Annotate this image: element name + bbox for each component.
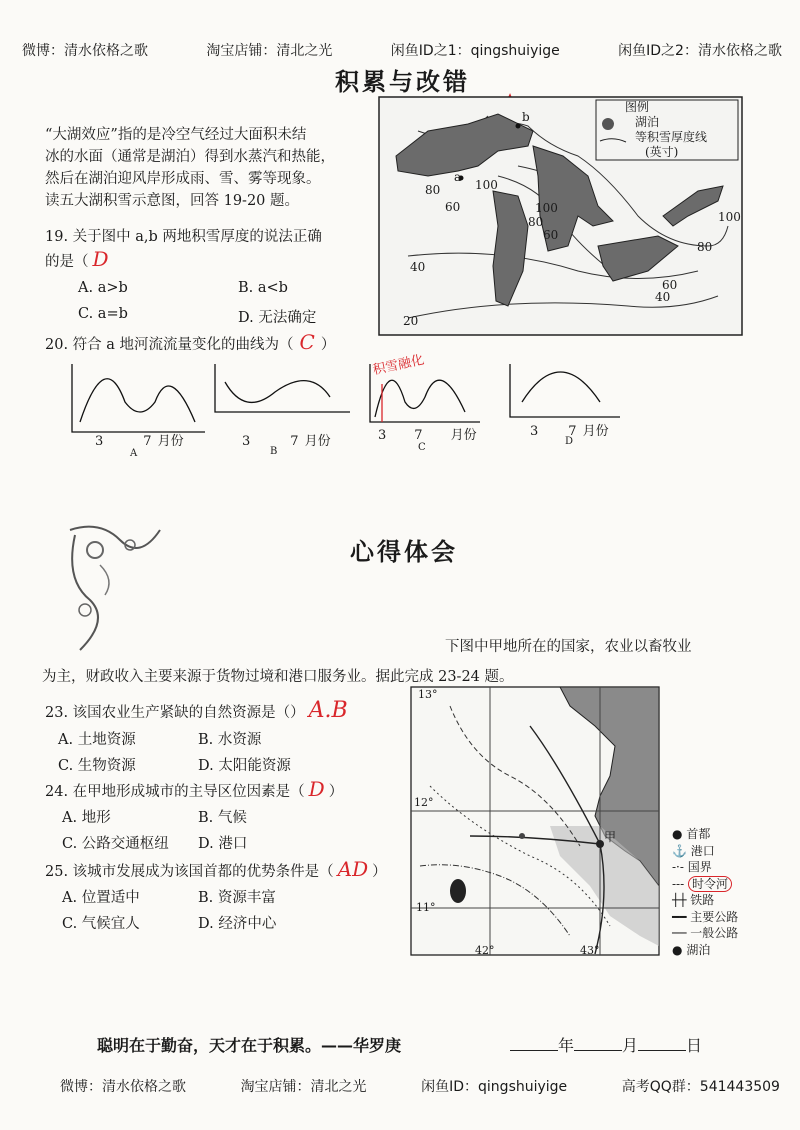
option-24-c: C. 公路交通枢纽 — [62, 836, 169, 852]
curve-b-label: B — [270, 446, 278, 457]
tick: 3 — [378, 428, 387, 443]
legend-railway: ┼┼ 铁路 — [672, 893, 715, 907]
lat-11: 11° — [416, 901, 436, 914]
contour-label: 100 — [475, 178, 498, 192]
legend-seasonal-river: --- 时令河 — [672, 876, 738, 893]
contour-label: 60 — [445, 200, 461, 214]
contour-label: 60 — [543, 228, 559, 242]
intro-line: 冰的水面（通常是湖泊）得到水蒸汽和热能， — [45, 149, 335, 165]
curve-d — [510, 364, 620, 417]
lon-43: 43° — [580, 944, 600, 957]
tick: 3 — [95, 434, 104, 449]
section2-title: 心得体会 — [350, 538, 458, 566]
tick-unit: 月份 — [157, 434, 184, 449]
option-23-b: B. 水资源 — [198, 732, 262, 748]
curve-a-label: A — [130, 448, 138, 459]
question-24-text: 24. 在甲地形成城市的主导区位因素是（ — [45, 784, 305, 800]
option-25-c: C. 气候宜人 — [62, 916, 140, 932]
tick-unit: 月份 — [304, 434, 331, 449]
map1-legend-isoline: 等积雪厚度线 — [635, 130, 708, 144]
lat-12: 12° — [414, 796, 434, 809]
option-24-d: D. 港口 — [198, 836, 248, 852]
legend-capital: ● 首都 — [672, 827, 711, 841]
footer-qq: 高考QQ群：541443509 — [621, 1079, 780, 1095]
footer-weibo: 微博：清水依格之歌 — [60, 1079, 186, 1095]
option-24-b: B. 气候 — [198, 810, 247, 826]
lat-13: 13° — [418, 688, 438, 701]
section2-intro-2: 为主，财政收入主要来源于货物过境和港口服务业。据此完成 23-24 题。 — [42, 669, 514, 685]
page-footer — [60, 1076, 780, 1096]
curve-b — [215, 364, 350, 412]
header-taobao: 淘宝店铺：清北之光 — [206, 43, 333, 59]
page-header — [22, 40, 782, 60]
question-23 — [45, 700, 348, 724]
option-25-b: B. 资源丰富 — [198, 890, 276, 906]
curve-b-ticks — [242, 430, 331, 449]
legend-road: ── 一般公路 — [672, 926, 739, 940]
option-25-a: A. 位置适中 — [62, 890, 140, 906]
tick: 7 — [568, 424, 577, 439]
tick: 7 — [414, 428, 423, 443]
option-19-a: A. a>b — [78, 280, 128, 296]
tick: 3 — [242, 434, 251, 449]
question-19-text: 19. 关于图中 a,b 两地积雪厚度的说法正确 — [45, 229, 322, 245]
option-23-d: D. 太阳能资源 — [198, 758, 291, 774]
legend-main-road: ━━ 主要公路 — [672, 909, 739, 924]
contour-label: 20 — [403, 314, 419, 328]
header-xianyu-1: 闲鱼ID之1：qingshuiyige — [390, 43, 560, 59]
intro-line: 读五大湖积雪示意图，回答 19-20 题。 — [45, 193, 300, 209]
tick-unit: 月份 — [582, 424, 609, 439]
question-23-close: ） — [290, 705, 305, 721]
map1-legend — [625, 100, 707, 160]
option-23-a: A. 土地资源 — [58, 732, 136, 748]
question-20 — [45, 331, 335, 356]
map1-legend-unit: (英寸) — [645, 145, 679, 159]
date-month: 月 — [622, 1036, 639, 1055]
date-year: 年 — [558, 1036, 575, 1055]
question-19 — [45, 226, 322, 273]
contour-label: 60 — [662, 278, 678, 292]
curve-d-label: D — [565, 436, 574, 447]
option-25-d: D. 经济中心 — [198, 916, 277, 932]
city-jia: 甲 — [604, 830, 617, 844]
header-xianyu-2: 闲鱼ID之2：清水依格之歌 — [618, 43, 782, 59]
contour-label: 40 — [655, 290, 671, 304]
contour-label: 80 — [528, 215, 544, 229]
footer-xianyu: 闲鱼ID：qingshuiyige — [421, 1079, 568, 1095]
section1-title: 积累与改错 — [335, 68, 470, 96]
decorative-ornament-icon — [60, 520, 170, 660]
map2-legend — [672, 826, 738, 958]
footer-taobao: 淘宝店铺：清北之光 — [240, 1079, 367, 1095]
option-24-a: A. 地形 — [62, 810, 111, 826]
question-23-text: 23. 该国农业生产紧缺的自然资源是（ — [45, 705, 291, 721]
curve-c-ticks — [378, 424, 477, 443]
option-19-b: B. a<b — [238, 280, 288, 296]
question-24-close: ） — [328, 784, 344, 800]
question-20-text: 20. 符合 a 地河流流量变化的曲线为（ — [45, 337, 294, 353]
motto-quote: 聪明在于勤奋，天才在于积累。——华罗庚 — [97, 1036, 402, 1055]
section2-intro-1: 下图中甲地所在的国家，农业以畜牧业 — [445, 639, 692, 655]
contour-label: 80 — [425, 183, 441, 197]
legend-port: ⚓ 港口 — [672, 843, 715, 858]
lon-42: 42° — [475, 944, 495, 957]
map1-point-b: b — [522, 110, 530, 124]
handwritten-note: 积雪融化 — [371, 352, 426, 379]
option-23-c: C. 生物资源 — [58, 758, 136, 774]
tick: 7 — [143, 434, 152, 449]
question-19-text-2: 的是（ — [45, 254, 89, 270]
contour-label: 100 — [535, 201, 558, 215]
question-25-close: ） — [372, 864, 387, 880]
tick: 7 — [290, 434, 299, 449]
handwritten-answer-20: C — [299, 330, 315, 354]
handwritten-answer-23: A.B — [308, 698, 348, 723]
tick: 3 — [530, 424, 539, 439]
option-19-d: D. 无法确定 — [238, 310, 317, 326]
question-25 — [45, 858, 387, 883]
map1-legend-title: 图例 — [625, 100, 650, 114]
contour-label: 80 — [697, 240, 713, 254]
curve-a-ticks — [95, 430, 184, 449]
option-19-c: C. a=b — [78, 306, 128, 322]
date-blanks — [510, 1033, 702, 1056]
country-map — [410, 686, 660, 956]
date-day: 日 — [686, 1036, 703, 1055]
intro-line: “大湖效应”指的是冷空气经过大面积未结 — [45, 127, 307, 143]
question-20-close: ） — [320, 337, 336, 353]
intro-line: 然后在湖泊迎风岸形成雨、雪、雾等现象。 — [45, 171, 321, 187]
contour-label: 100 — [718, 210, 741, 224]
question-24 — [45, 778, 343, 803]
curve-c-label: C — [418, 442, 426, 453]
tick-unit: 月份 — [450, 428, 477, 443]
handwritten-answer-24: D — [308, 777, 325, 801]
contour-label: 40 — [410, 260, 426, 274]
curve-a — [72, 364, 205, 432]
question-25-text: 25. 该城市发展成为该国首都的优势条件是（ — [45, 864, 334, 880]
map1-legend-lake: 湖泊 — [635, 115, 660, 129]
handwritten-answer-19: D — [92, 247, 109, 271]
legend-lake: ● 湖泊 — [672, 942, 711, 957]
map1-point-a: a — [454, 170, 462, 184]
handwritten-answer-25: AD — [337, 857, 369, 881]
section1-intro — [45, 124, 375, 212]
legend-border: -·- 国界 — [672, 860, 712, 874]
header-weibo: 微博：清水依格之歌 — [22, 43, 148, 59]
